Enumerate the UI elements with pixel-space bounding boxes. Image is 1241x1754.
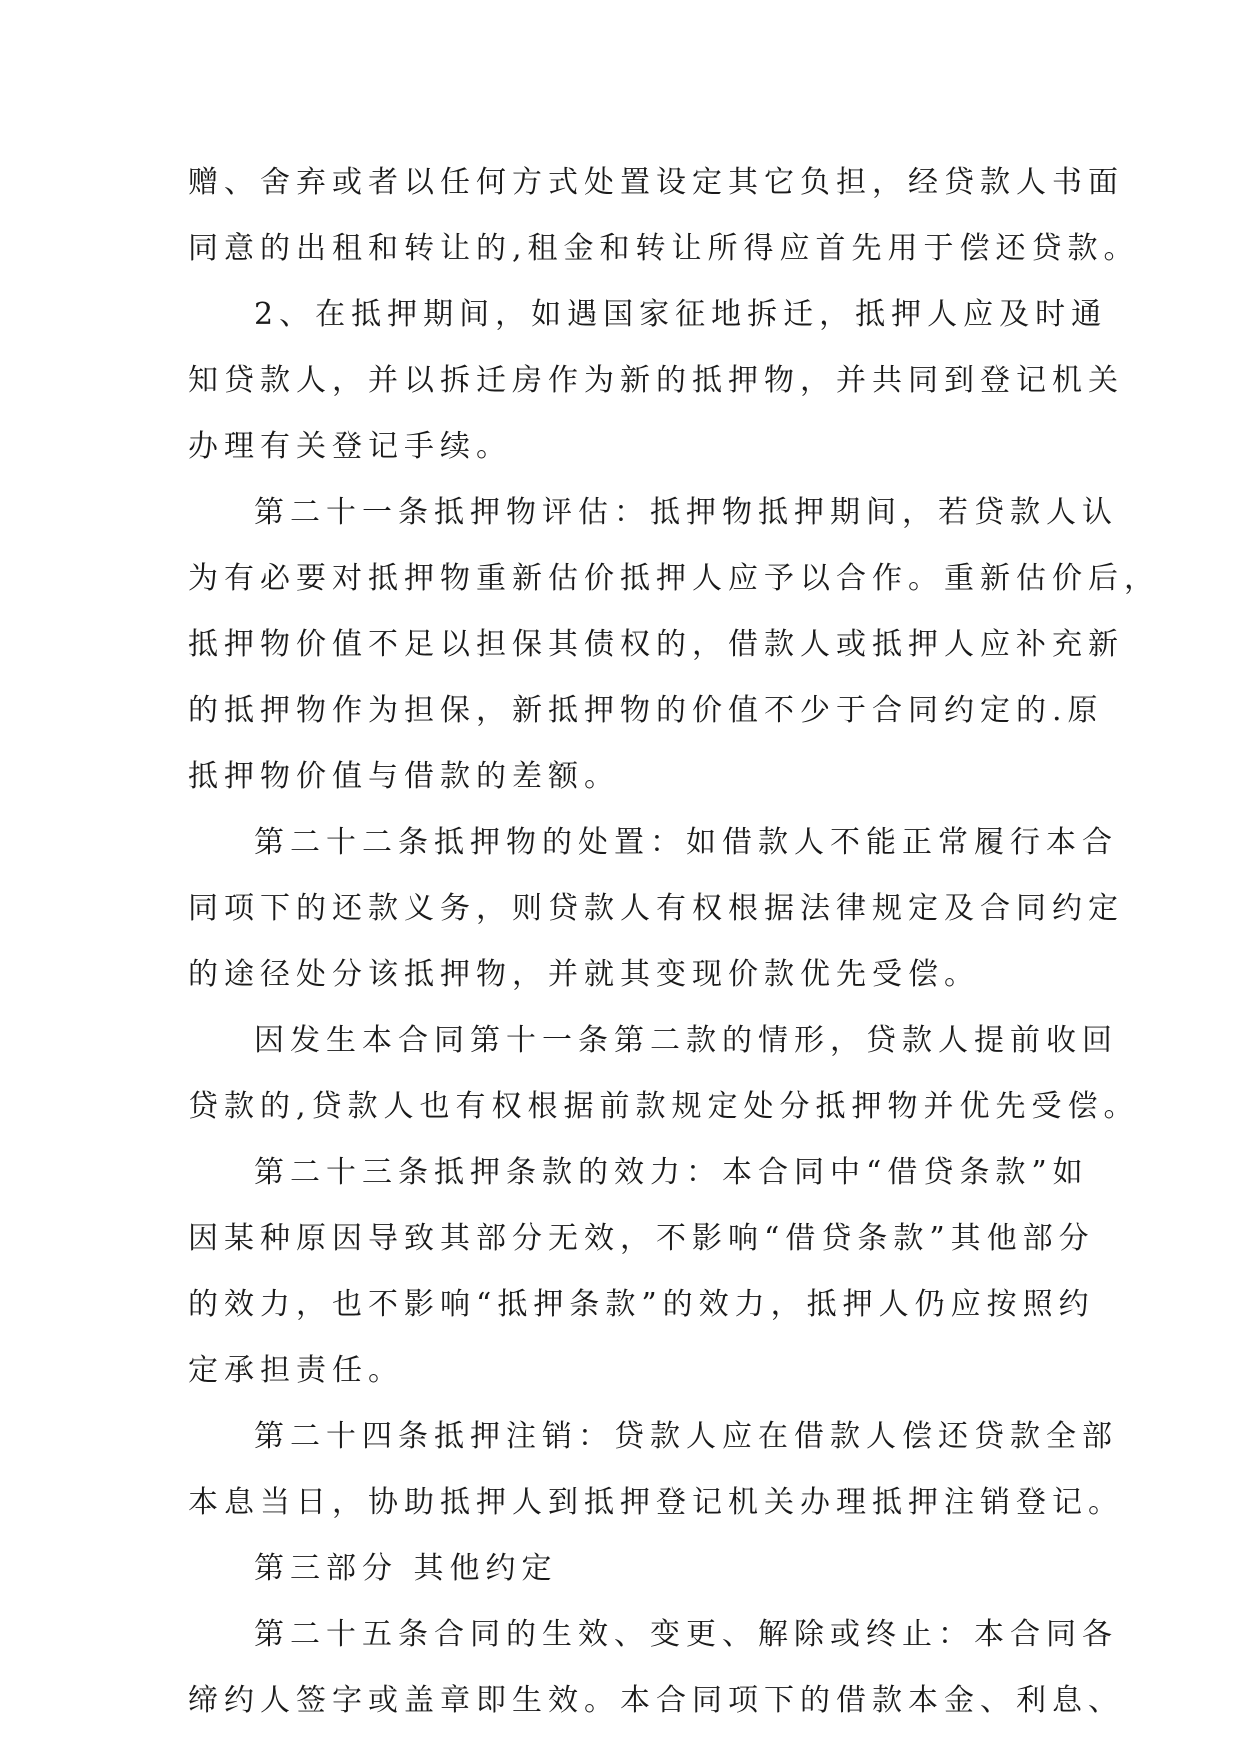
text-line: 本息当日，协助抵押人到抵押登记机关办理抵押注销登记。	[188, 1485, 1124, 1520]
text-line: 为有必要对抵押物重新估价抵押人应予以合作。重新估价后，	[188, 561, 1160, 596]
section-heading: 第三部分 其他约定	[254, 1551, 558, 1586]
paragraph-start: 第二十二条抵押物的处置：如借款人不能正常履行本合	[254, 825, 1118, 860]
text-line: 定承担责任。	[188, 1353, 404, 1388]
paragraph-start: 第二十一条抵押物评估：抵押物抵押期间，若贷款人认	[254, 495, 1118, 530]
paragraph-start: 第二十四条抵押注销：贷款人应在借款人偿还贷款全部	[254, 1419, 1118, 1454]
text-line: 因某种原因导致其部分无效，不影响“借贷条款”其他部分	[188, 1221, 1095, 1256]
text-line: 的抵押物作为担保，新抵押物的价值不少于合同约定的.原	[188, 693, 1104, 728]
paragraph-start: 第二十三条抵押条款的效力：本合同中“借贷条款”如	[254, 1155, 1089, 1190]
paragraph-start: 第二十五条合同的生效、变更、解除或终止：本合同各	[254, 1617, 1118, 1652]
text-line: 的途径处分该抵押物，并就其变现价款优先受偿。	[188, 957, 980, 992]
text-line: 贷款的,贷款人也有权根据前款规定处分抵押物并优先受偿。	[188, 1089, 1140, 1124]
text-line: 办理有关登记手续。	[188, 429, 512, 464]
text-line: 抵押物价值与借款的差额。	[188, 759, 620, 794]
text-line: 知贷款人，并以拆迁房作为新的抵押物，并共同到登记机关	[188, 363, 1124, 398]
paragraph-start: 2、在抵押期间，如遇国家征地拆迁，抵押人应及时通	[254, 297, 1108, 332]
text-line: 缔约人签字或盖章即生效。本合同项下的借款本金、利息、	[188, 1683, 1124, 1718]
text-line: 同项下的还款义务，则贷款人有权根据法律规定及合同约定	[188, 891, 1124, 926]
text-line: 赠、舍弃或者以任何方式处置设定其它负担，经贷款人书面	[188, 165, 1124, 200]
paragraph-start: 因发生本合同第十一条第二款的情形，贷款人提前收回	[254, 1023, 1118, 1058]
text-line: 的效力，也不影响“抵押条款”的效力，抵押人仍应按照约	[188, 1287, 1095, 1322]
text-line: 抵押物价值不足以担保其债权的，借款人或抵押人应补充新	[188, 627, 1124, 662]
document-body	[188, 150, 1160, 1734]
text-line: 同意的出租和转让的,租金和转让所得应首先用于偿还贷款。	[188, 231, 1140, 266]
